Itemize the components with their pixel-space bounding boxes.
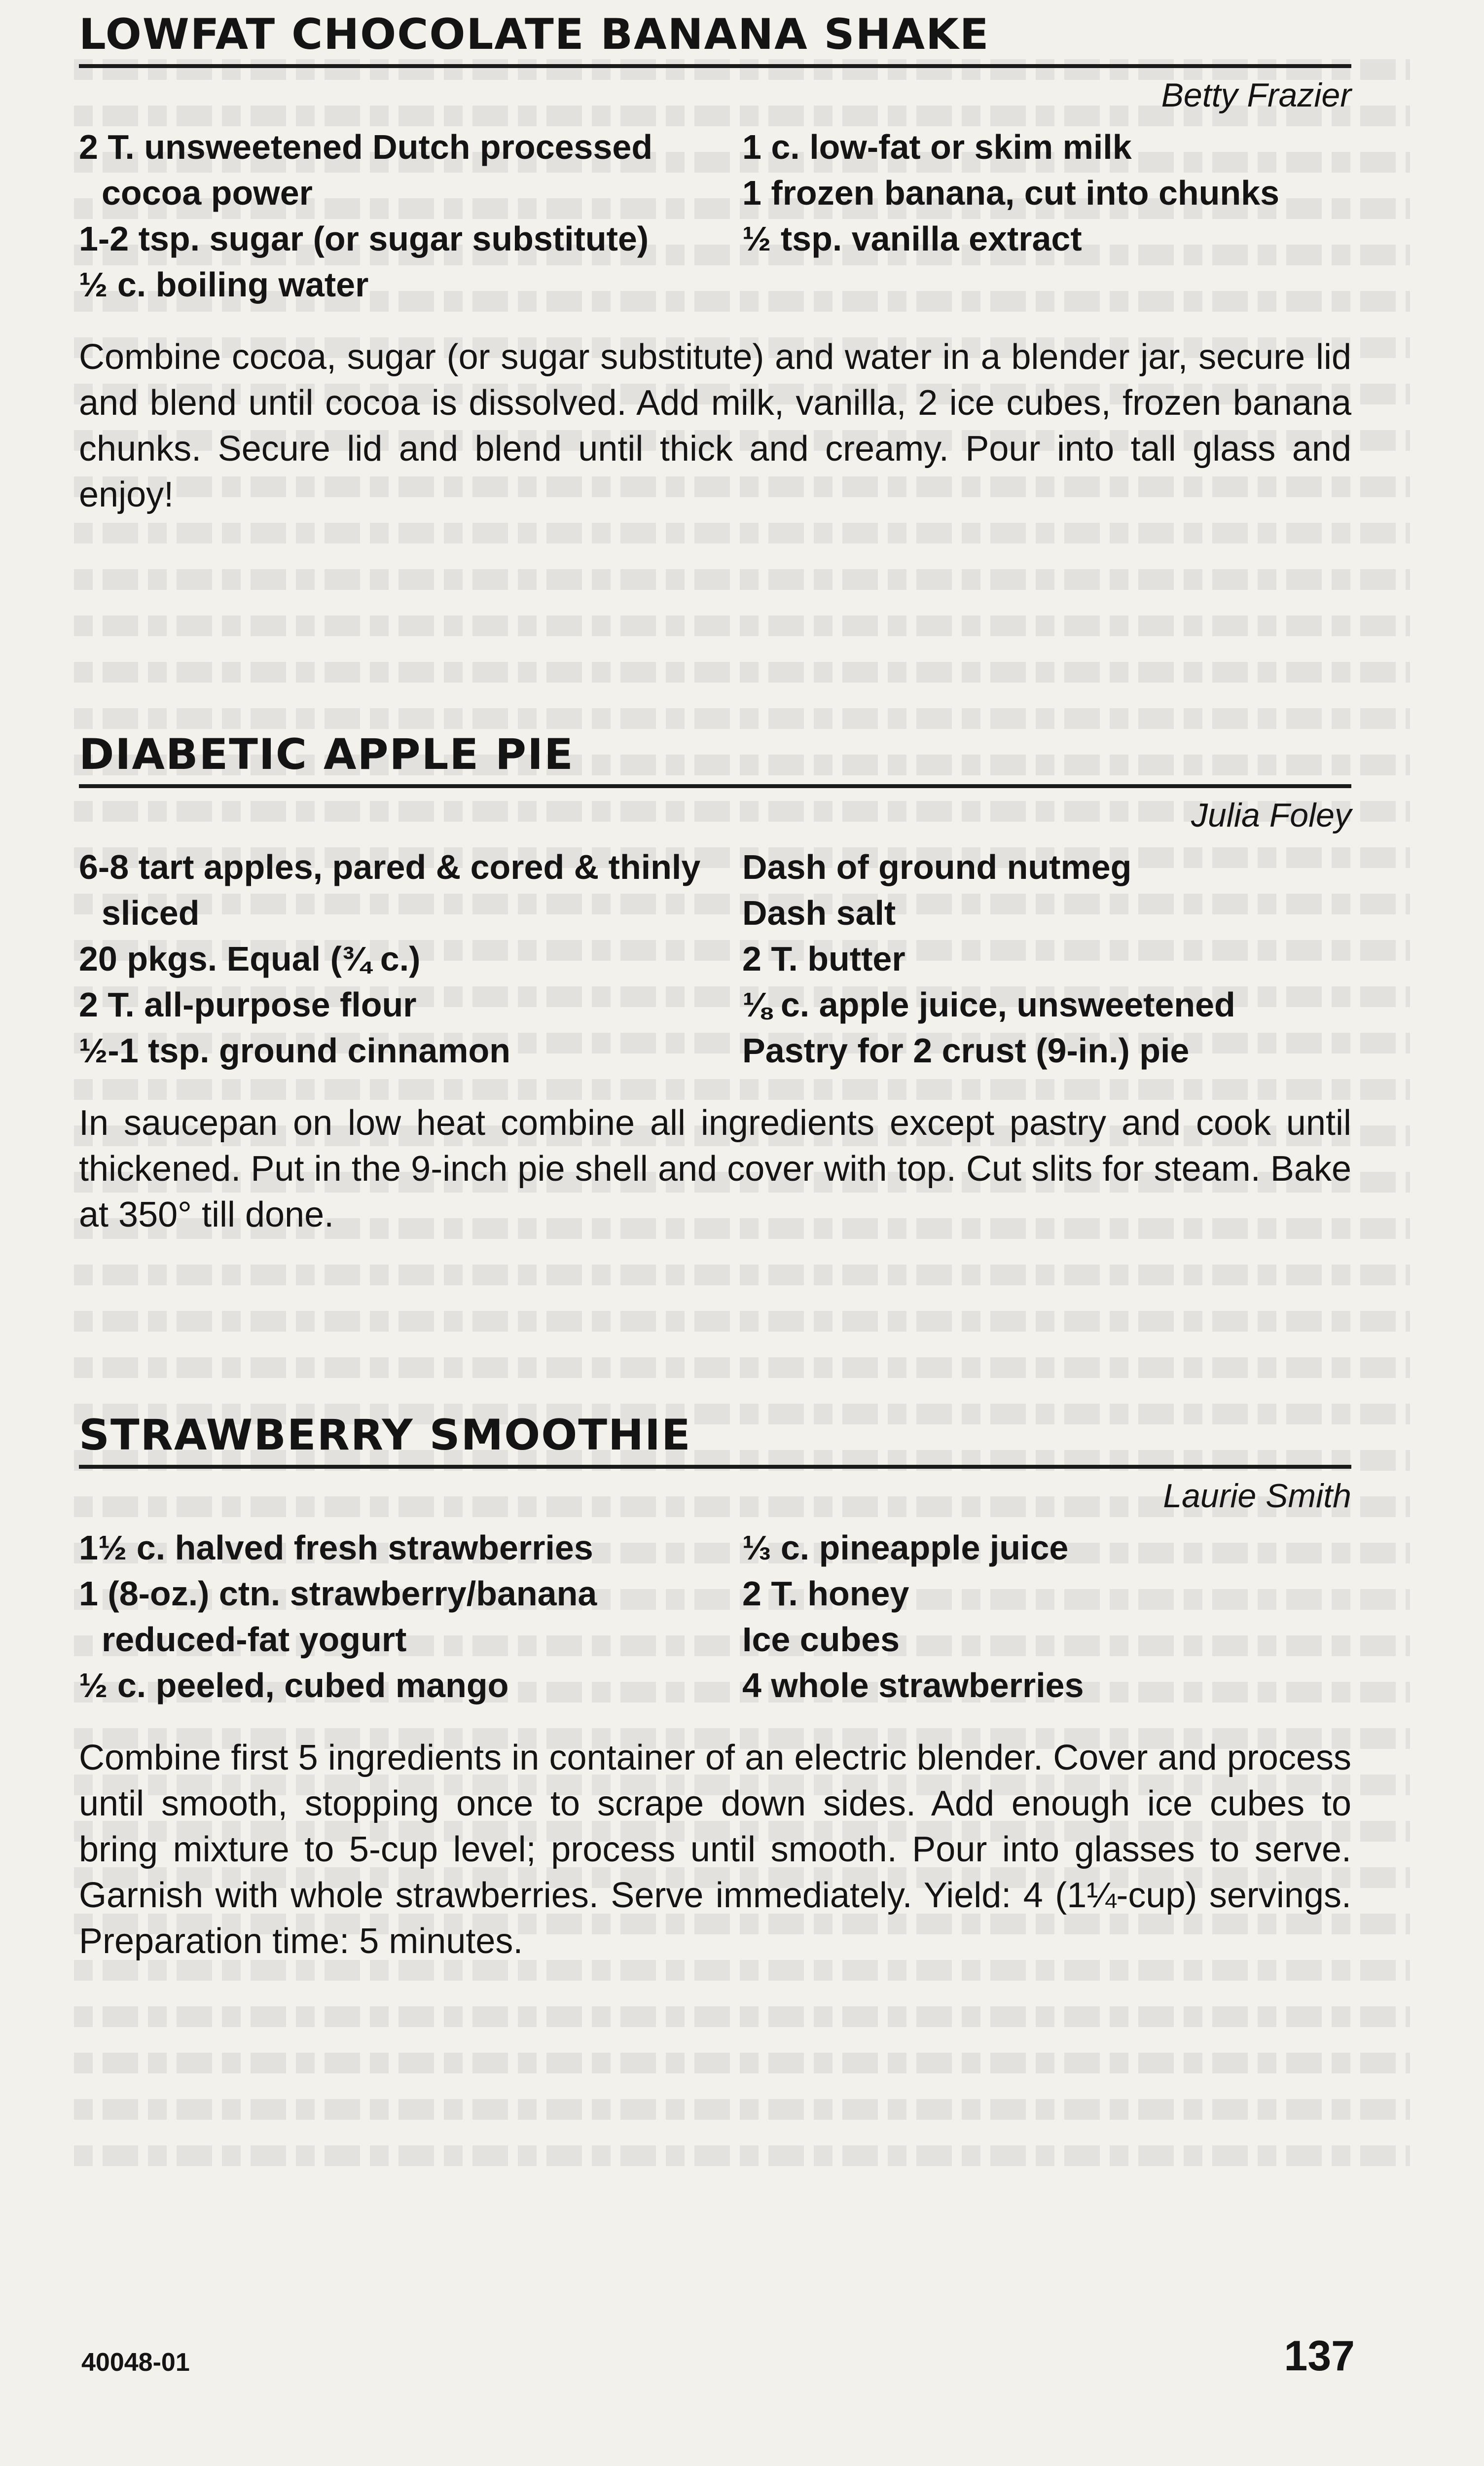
ingredient-item: 2 T. unsweetened Dutch processed cocoa power	[79, 128, 653, 212]
recipe-author: Laurie Smith	[1163, 1477, 1351, 1515]
recipe-author: Betty Frazier	[1161, 76, 1351, 114]
ingredient-item: ½-1 tsp. ground cinnamon	[79, 1031, 511, 1070]
recipe-author: Julia Foley	[1191, 797, 1351, 834]
ingredient-list	[79, 1525, 1351, 1708]
ingredient-item: 2 T. honey	[742, 1574, 909, 1613]
ingredient-item: Ice cubes	[742, 1620, 900, 1659]
recipe-title: DIABETIC APPLE PIE	[79, 730, 1351, 788]
ingredient-item: ½ tsp. vanilla extract	[742, 219, 1082, 258]
ingredient-column-left	[79, 124, 742, 308]
ingredient-item: 1-2 tsp. sugar (or sugar substitute)	[79, 219, 649, 258]
ingredient-column-right	[742, 844, 1351, 1074]
recipe-directions: In saucepan on low heat combine all ingredients except pastry and cook until thickened. Put in the 9-inch pie shell and cover with top. Cut slits for steam. Bake at 350° till done.	[79, 1103, 1351, 1234]
footer-code: 40048-01	[81, 2348, 190, 2377]
ingredient-item: ⅛ c. apple juice, unsweetened	[742, 985, 1235, 1024]
ingredient-column-right	[742, 124, 1351, 308]
recipe-title: STRAWBERRY SMOOTHIE	[79, 1411, 1351, 1469]
ingredient-item: Dash salt	[742, 894, 896, 932]
ingredient-list	[79, 124, 1351, 308]
ingredient-item: 2 T. butter	[742, 940, 905, 978]
ingredient-column-right	[742, 1525, 1351, 1708]
ingredient-item: 2 T. all-purpose flour	[79, 985, 417, 1024]
ingredient-item: ⅓ c. pineapple juice	[742, 1528, 1069, 1567]
ingredient-item: 4 whole strawberries	[742, 1666, 1084, 1704]
ingredient-item: Pastry for 2 crust (9-in.) pie	[742, 1031, 1190, 1070]
ingredient-column-left	[79, 844, 742, 1074]
ingredient-list	[79, 844, 1351, 1074]
ingredient-item: 1 c. low-fat or skim milk	[742, 128, 1132, 166]
ingredient-item: 6-8 tart apples, pared & cored & thinly sliced	[79, 848, 701, 932]
ingredient-item: 1 frozen banana, cut into chunks	[742, 174, 1280, 212]
ingredient-item: Dash of ground nutmeg	[742, 848, 1132, 886]
page-number: 137	[1284, 2332, 1355, 2380]
ingredient-item: 1 (8-oz.) ctn. strawberry/banana reduced-fat yogurt	[79, 1574, 597, 1659]
ingredient-item: ½ c. peeled, cubed mango	[79, 1666, 509, 1704]
ingredient-item: 1½ c. halved fresh strawberries	[79, 1528, 593, 1567]
ingredient-item: 20 pkgs. Equal (¾ c.)	[79, 940, 421, 978]
ingredient-column-left	[79, 1525, 742, 1708]
recipe-directions: Combine cocoa, sugar (or sugar substitute) and water in a blender jar, secure lid and blend until cocoa is dissolved. Add milk, vanilla, 2 ice cubes, frozen banana chunks. Secure lid and blend until thick and creamy. Pour into tall glass and enjoy!	[79, 337, 1351, 514]
recipe-title: LOWFAT CHOCOLATE BANANA SHAKE	[79, 10, 1351, 68]
recipe-directions: Combine first 5 ingredients in container of an electric blender. Cover and process until smooth, stopping once to scrape down sides. Add enough ice cubes to bring mixture to 5-cup level; process until smooth. Pour into glasses to serve. Garnish with whole strawberries. Serve immediately. Yield: 4 (1¼-cup) servings. Preparation time: 5 minutes.	[79, 1738, 1351, 1961]
recipe-strawberry-smoothie	[79, 1411, 1351, 2000]
ingredient-item: ½ c. boiling water	[79, 265, 369, 304]
recipe-diabetic-apple-pie	[79, 730, 1351, 1273]
recipe-chocolate-banana-shake	[79, 10, 1351, 553]
